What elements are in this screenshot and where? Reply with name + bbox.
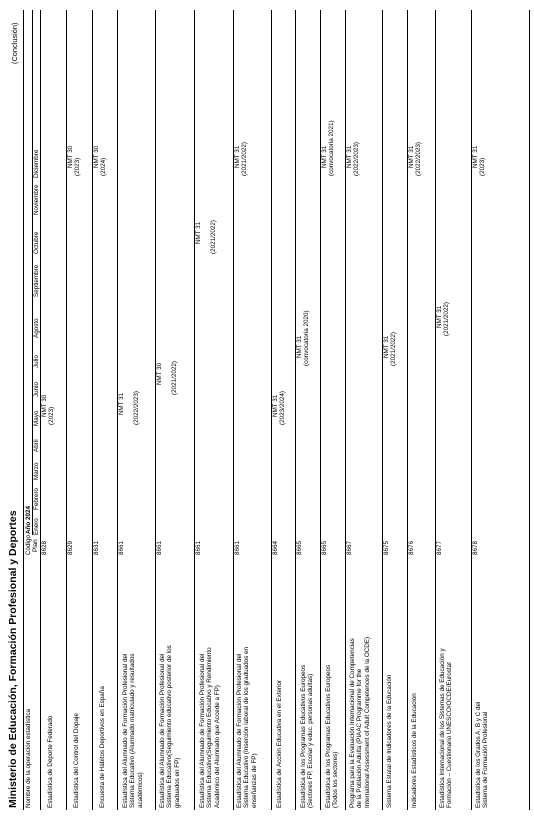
schedule-entry-line: NMT 30	[41, 394, 48, 417]
operation-name-line: Sistema de Formación Profesional	[482, 711, 490, 808]
operation-name	[325, 665, 340, 808]
operation-name-line: Programa para la Evaluación Internacional de Competencias	[349, 638, 356, 808]
schedule-entry	[383, 332, 398, 366]
schedule-entry-line	[202, 220, 209, 254]
column-header-month: Junio	[33, 381, 40, 397]
operation-name-line: International Assessment of Adult Competences de la OCDE)	[363, 636, 371, 808]
operation-name-line: Estadística del Alumnado de Formación Profesional del	[199, 653, 206, 808]
column-header-month: Agosto	[33, 318, 40, 338]
column-header-month: Julio	[33, 355, 40, 368]
operation-name-line: de la Población Adulta (PIAAC Programme for the	[356, 668, 364, 808]
schedule-entry-line: NMT 31	[296, 335, 303, 358]
schedule-entry-line: (2023)	[74, 157, 82, 176]
operation-name	[349, 637, 371, 808]
column-header-month: Abril	[33, 439, 40, 452]
operation-name	[159, 645, 181, 808]
schedule-entry-line: (2021/2022)	[170, 361, 178, 395]
schedule-entry	[195, 220, 217, 254]
operation-name-line: Sistema Educativo (Inserción laboral de los graduados en	[243, 646, 251, 808]
column-header-month: Noviembre	[33, 184, 40, 215]
operation-code: 8661	[195, 540, 202, 555]
operation-code: 8629	[67, 540, 74, 555]
schedule-entry-line: (2021/2022)	[209, 220, 217, 254]
bottom-rule	[529, 10, 530, 810]
operation-name-line: Estadística del Control del Dopaje	[73, 713, 80, 808]
schedule-entry-line	[163, 361, 170, 395]
column-header-year: Año 2024	[24, 506, 32, 534]
schedule-entry-line: (2021/2022)	[390, 332, 398, 366]
operation-code: 8661	[118, 540, 125, 555]
schedule-entry-line: (2023)	[479, 157, 487, 176]
operation-name-line: académicos)	[136, 772, 144, 808]
schedule-entry	[296, 310, 311, 366]
operation-name	[236, 647, 258, 808]
schedule-entry	[346, 142, 361, 176]
schedule-entry	[156, 361, 178, 395]
operation-name-line: Sistema Educativo(Seguimiento educativo posterior de los	[166, 645, 174, 808]
operation-name	[411, 693, 418, 808]
schedule-entry	[118, 391, 140, 425]
row-divider	[92, 10, 93, 810]
row-divider	[194, 10, 195, 810]
schedule-entry-line: (2024)	[100, 157, 108, 176]
row-divider	[471, 10, 472, 810]
row-divider	[345, 10, 346, 810]
operation-code: 8665	[296, 540, 303, 555]
column-header-month: Febrero	[33, 487, 40, 510]
schedule-entry-line: NMT 31	[472, 145, 479, 168]
schedule-entry-line: (2022/2023)	[132, 391, 140, 425]
operation-name-line: Estadística de los Programas Educativos Europeos	[325, 664, 332, 808]
operation-name-line: Estadística Internacional de los Sistemas de Educación y	[439, 648, 446, 808]
operation-name-line: Encuesta de Hábitos Deportivos en España	[99, 686, 106, 808]
operation-name	[386, 675, 393, 808]
schedule-entry	[436, 302, 451, 336]
column-header-name: Nombre de la operación estadística	[25, 708, 32, 808]
operation-code: 8677	[436, 540, 443, 555]
schedule-entry	[234, 142, 249, 176]
schedule-entry-line: (2023)	[48, 406, 56, 425]
schedule-entry-line: NMT 31	[346, 145, 353, 168]
column-header-code: Código	[25, 535, 32, 555]
schedule-entry-line: (2023/2024)	[279, 391, 287, 425]
column-header-plan: Plan	[32, 539, 39, 552]
operation-name-line: Estadística de los Grados A, B y C del	[475, 701, 482, 808]
row-divider	[295, 10, 296, 810]
schedule-entry-line: (convocatoria 2020)	[303, 310, 311, 366]
schedule-entry-line: (convocatoria 2021)	[328, 120, 336, 176]
row-divider	[66, 10, 67, 810]
operation-name-line: (Sectores FP, Escolar y educ. personas adultas)	[307, 673, 315, 808]
column-header-month: Septiembre	[33, 264, 40, 297]
operation-name-line: graduados en FP)	[173, 757, 181, 808]
schedule-entry	[472, 146, 487, 176]
schedule-entry-line: (2022/2023)	[353, 142, 361, 176]
operation-name	[276, 680, 283, 808]
schedule-entry-line: (2021/2022)	[241, 142, 249, 176]
row-divider	[435, 10, 436, 810]
operation-code: 8661	[234, 540, 241, 555]
schedule-entry-line: NMT 31	[383, 335, 390, 358]
schedule-entry	[408, 142, 423, 176]
operation-code: 8661	[156, 540, 163, 555]
operation-name-line: Sistema Educativo (Alumnado matriculado y resultados	[129, 653, 137, 808]
operation-code: 8665	[321, 540, 328, 555]
operation-code: 8628	[41, 540, 48, 555]
operation-name-line: Estadística del Alumnado de Formación Profesional del	[159, 653, 166, 808]
column-header-month: Octubre	[33, 231, 40, 254]
page-title: Ministerio de Educación, Formación Profesional y Deportes	[7, 510, 19, 808]
column-header-month: Diciembre	[33, 149, 40, 178]
operation-code: 8667	[346, 540, 353, 555]
row-divider	[155, 10, 156, 810]
schedule-entry-line: NMT 31	[272, 394, 279, 417]
schedule-entry-line: NMT 31	[118, 392, 125, 416]
schedule-entry-line	[125, 391, 132, 425]
schedule-entry	[41, 395, 56, 425]
operation-code: 8664	[272, 540, 279, 555]
operation-name	[300, 665, 315, 808]
operation-name-line: Estadística de los Programas Educativos Europeos	[300, 664, 307, 808]
operation-name	[73, 713, 80, 808]
operation-name	[99, 686, 106, 808]
operation-name-line: Estadística de Acción Educativa en el Exterior	[276, 679, 283, 808]
schedule-entry-line: NMT 31	[436, 305, 443, 328]
operation-name-line: enseñanzas de FP)	[250, 753, 258, 808]
row-divider	[382, 10, 383, 810]
operation-name-line: Estadística del Alumnado de Formación Profesional del	[122, 653, 129, 808]
schedule-entry-line: NMT 31	[408, 145, 415, 168]
top-rule	[23, 10, 24, 810]
schedule-entry-line: NMT 30	[67, 145, 74, 168]
schedule-entry-line: NMT 30	[156, 362, 163, 386]
schedule-entry-line: (2022/2023)	[415, 142, 423, 176]
operation-code: 8676	[408, 540, 415, 555]
column-header-month: Mayo	[33, 410, 40, 426]
operation-name	[47, 716, 54, 808]
row-divider	[407, 10, 408, 810]
operation-name	[199, 647, 221, 808]
column-header-month: Enero	[33, 518, 40, 535]
operation-name	[439, 648, 454, 808]
operation-name-line: Indicadores Estadísticos de la Educación	[411, 693, 418, 808]
operation-name-line: Estadística del Alumnado de Formación Profesional del	[236, 653, 243, 808]
continuation-label: (Conclusión)	[10, 22, 19, 64]
operation-name-line: Formación – Cuestionario UNESCO/OCDE/Eurostat	[446, 662, 454, 808]
schedule-entry	[272, 391, 287, 425]
schedule-entry-line: NMT 30	[93, 145, 100, 168]
schedule-entry-line: NMT 31	[321, 145, 328, 168]
schedule-entry	[67, 146, 82, 176]
operation-name-line: (Todos los sectores)	[332, 751, 340, 808]
schedule-entry	[321, 120, 336, 176]
operation-name	[122, 654, 144, 808]
operation-name-line: Académico del Alumnado que Accede a FP)	[213, 685, 221, 808]
operation-name-line: Sistema Estatal de Indicadores de la Educación	[386, 674, 393, 808]
operation-name-line: Estadística de Deporte Federado	[47, 715, 54, 808]
operation-code: 8675	[383, 540, 390, 555]
schedule-entry-line: NMT 31	[195, 221, 202, 245]
row-divider	[233, 10, 234, 810]
schedule-entry-line: NMT 31	[234, 145, 241, 168]
operation-code: 8678	[472, 540, 479, 555]
operation-name-line: Sistema Educativo(Seguimiento Educativo y Rendimiento	[206, 647, 214, 808]
schedule-entry	[93, 146, 108, 176]
operation-code: 8631	[93, 540, 100, 555]
column-header-month: Marzo	[33, 462, 40, 480]
schedule-entry-line: (2021/2022)	[443, 302, 451, 336]
operation-name	[475, 702, 490, 808]
